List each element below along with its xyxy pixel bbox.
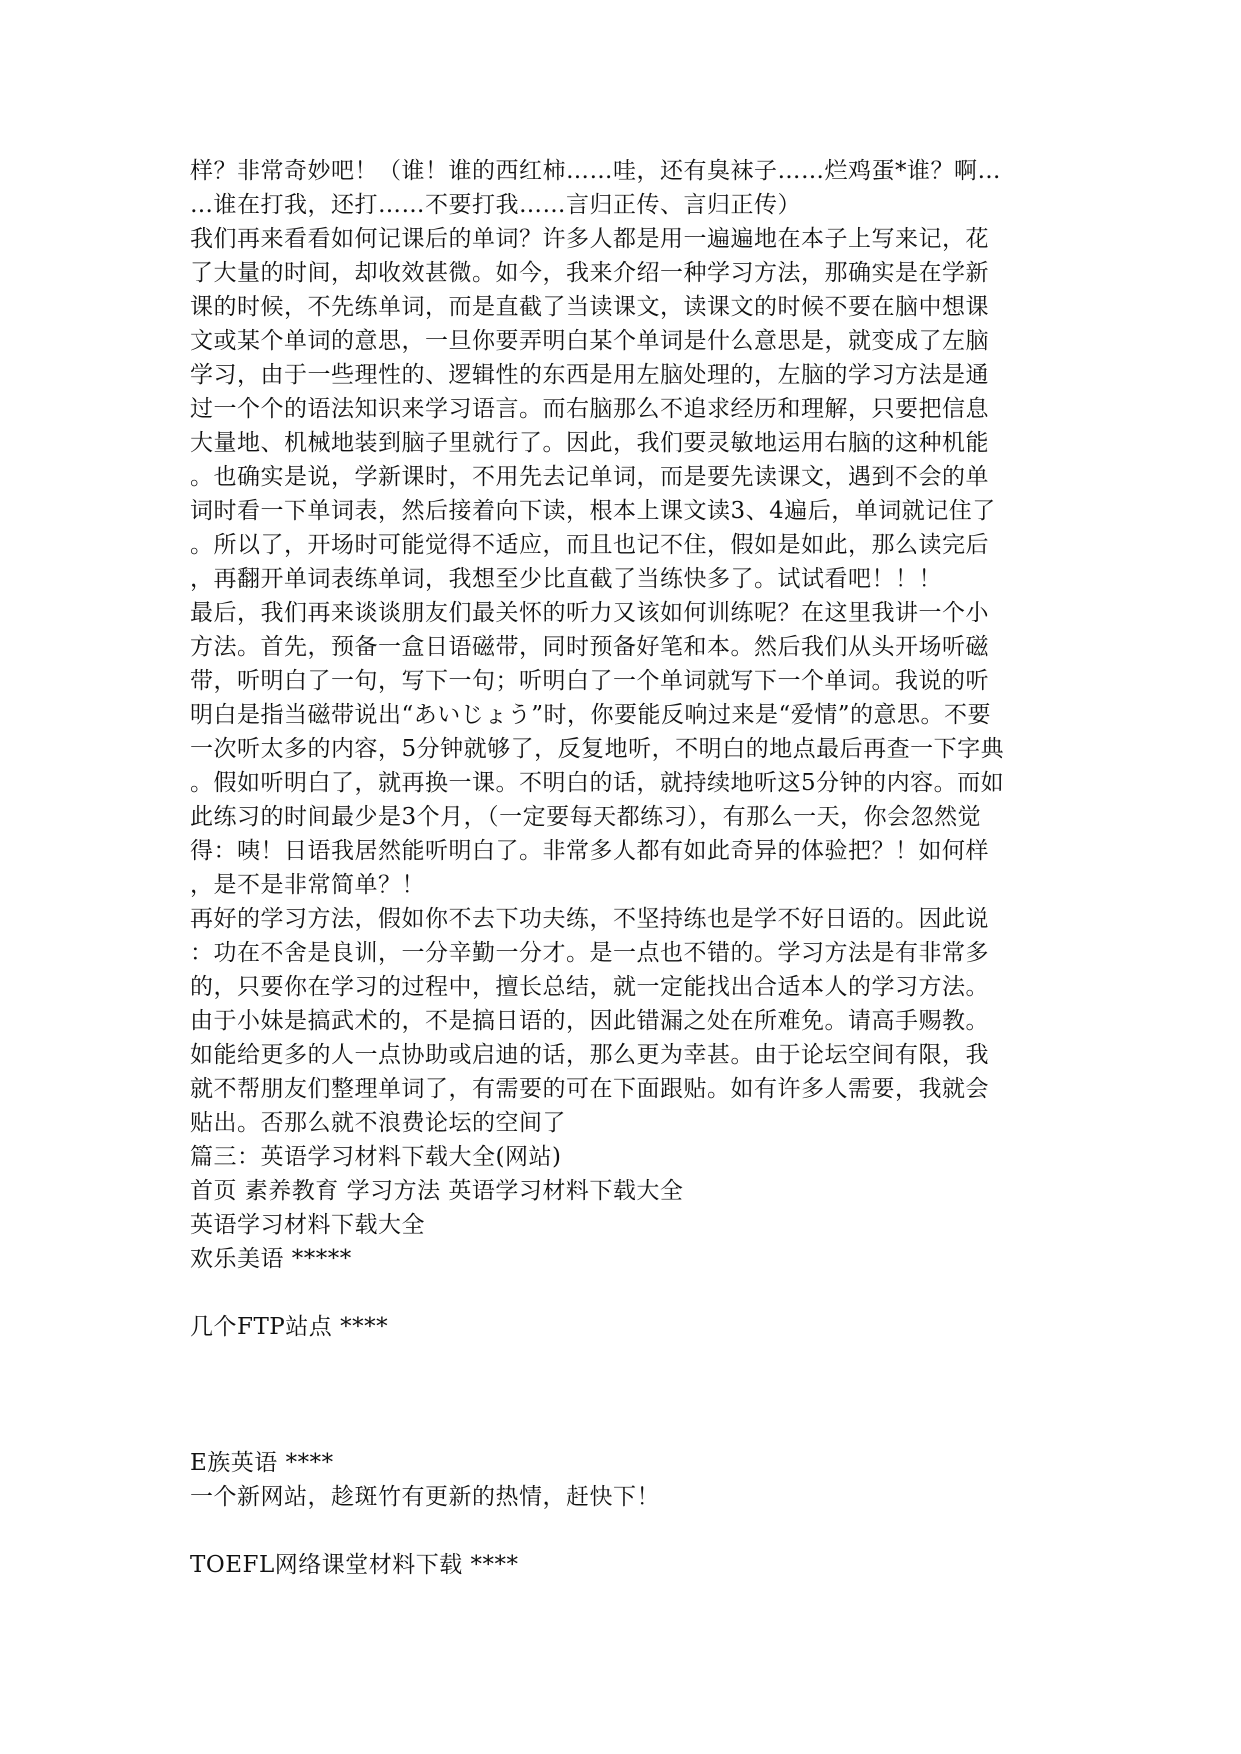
document-body bbox=[190, 154, 1070, 1582]
text-line: 明白是指当磁带说出“あいじょう”时，你要能反响过来是“爱情”的意思。不要 bbox=[190, 702, 992, 728]
text-line: 。也确实是说，学新课时，不用先去记单词，而是要先读课文，遇到不会的单 bbox=[190, 464, 989, 490]
text-line: 过一个个的语法知识来学习语言。而右脑那么不追求经历和理解，只要把信息 bbox=[190, 396, 989, 422]
text-line: 。所以了，开场时可能觉得不适应，而且也记不住，假如是如此，那么读完后 bbox=[190, 532, 989, 558]
site-entry-ftp: 几个FTP站点 **** bbox=[190, 1314, 389, 1340]
text-line: 再好的学习方法，假如你不去下功夫练，不坚持练也是学不好日语的。因此说 bbox=[190, 906, 989, 932]
text-line: 贴出。否那么就不浪费论坛的空间了 bbox=[190, 1110, 566, 1136]
text-line: 就不帮朋友们整理单词了，有需要的可在下面跟贴。如有许多人需要，我就会 bbox=[190, 1076, 989, 1102]
text-line: 方法。首先，预备一盒日语磁带，同时预备好笔和本。然后我们从头开场听磁 bbox=[190, 634, 989, 660]
text-line: 如能给更多的人一点协助或启迪的话，那么更为幸甚。由于论坛空间有限，我 bbox=[190, 1042, 989, 1068]
text-line: 一次听太多的内容，5分钟就够了，反复地听，不明白的地点最后再查一下字典 bbox=[190, 736, 1005, 762]
text-line: 课的时候，不先练单词，而是直截了当读课文，读课文的时候不要在脑中想课 bbox=[190, 294, 989, 320]
text-line: 得：咦！日语我居然能听明白了。非常多人都有如此奇异的体验把？！如何样 bbox=[190, 838, 989, 864]
site-entry-description: 一个新网站，趁斑竹有更新的热情，赶快下！ bbox=[190, 1484, 660, 1510]
section-heading: 篇三：英语学习材料下载大全(网站) bbox=[190, 1144, 562, 1170]
text-line: 此练习的时间最少是3个月，（一定要每天都练习），有那么一天，你会忽然觉 bbox=[190, 804, 982, 830]
text-line: 大量地、机械地装到脑子里就行了。因此，我们要灵敏地运用右脑的这种机能 bbox=[190, 430, 989, 456]
text-line: …谁在打我，还打……不要打我……言归正传、言归正传） bbox=[190, 192, 801, 218]
text-line: 学习，由于一些理性的、逻辑性的东西是用左脑处理的，左脑的学习方法是通 bbox=[190, 362, 989, 388]
text-line: 词时看一下单词表，然后接着向下读，根本上课文读3、4遍后，单词就记住了 bbox=[190, 498, 996, 524]
site-entry-toefl: TOEFL网络课堂材料下载 **** bbox=[190, 1552, 519, 1578]
text-line: 了大量的时间，却收效甚微。如今，我来介绍一种学习方法，那确实是在学新 bbox=[190, 260, 989, 286]
text-line: 文或某个单词的意思，一旦你要弄明白某个单词是什么意思是，就变成了左脑 bbox=[190, 328, 989, 354]
text-line: ：功在不舍是良训，一分辛勤一分才。是一点也不错的。学习方法是有非常多 bbox=[190, 940, 989, 966]
text-line: 最后，我们再来谈谈朋友们最关怀的听力又该如何训练呢？在这里我讲一个小 bbox=[190, 600, 989, 626]
text-line: 。假如听明白了，就再换一课。不明白的话，就持续地听这5分钟的内容。而如 bbox=[190, 770, 1005, 796]
site-entry-e-english: E族英语 **** bbox=[190, 1450, 334, 1476]
site-entry-happy-english: 欢乐美语 ***** bbox=[190, 1246, 352, 1272]
text-line: 的，只要你在学习的过程中，擅长总结，就一定能找出合适本人的学习方法。 bbox=[190, 974, 989, 1000]
breadcrumb: 首页 素养教育 学习方法 英语学习材料下载大全 bbox=[190, 1178, 684, 1204]
page-title: 英语学习材料下载大全 bbox=[190, 1212, 425, 1238]
text-line: 带，听明白了一句，写下一句；听明白了一个单词就写下一个单词。我说的听 bbox=[190, 668, 989, 694]
text-line: 样？非常奇妙吧！（谁！谁的西红柿……哇，还有臭袜子……烂鸡蛋*谁？啊… bbox=[190, 158, 1001, 184]
text-line: 我们再来看看如何记课后的单词？许多人都是用一遍遍地在本子上写来记，花 bbox=[190, 226, 989, 252]
text-line: ，再翻开单词表练单词，我想至少比直截了当练快多了。试试看吧！！！ bbox=[190, 566, 942, 592]
text-line: 由于小妹是搞武术的，不是搞日语的，因此错漏之处在所难免。请高手赐教。 bbox=[190, 1008, 989, 1034]
text-line: ，是不是非常简单？！ bbox=[190, 872, 425, 898]
